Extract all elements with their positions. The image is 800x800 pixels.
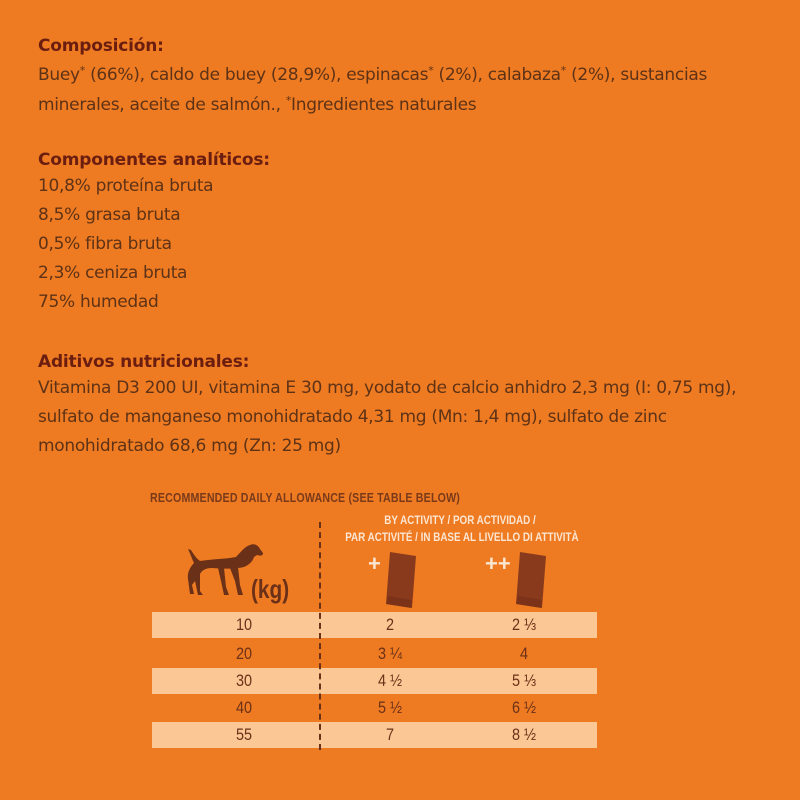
pouch-icon — [512, 550, 548, 610]
table-row — [152, 612, 597, 638]
analytical-section — [38, 150, 778, 317]
asterisk: * — [79, 64, 85, 77]
composition-section — [38, 36, 778, 118]
asterisk: * — [428, 64, 434, 77]
asterisk: * — [285, 94, 292, 107]
additives-line: monohidratado 68,6 mg (Zn: 25 mg) — [38, 436, 341, 456]
plusplus-cell: 8 ½ — [511, 725, 537, 744]
analytical-item: 2,3% ceniza bruta — [38, 263, 188, 283]
composition-line-1 — [38, 58, 778, 88]
plus-plus-symbol: ++ — [485, 551, 511, 576]
weight-unit-label: (kg) — [251, 574, 290, 604]
weight-cell: 30 — [235, 671, 253, 690]
text-segment: minerales, aceite de salmón., — [38, 95, 286, 115]
analytical-item: 0,5% fibra bruta — [38, 234, 172, 254]
text-segment: (2%), calabaza — [433, 65, 561, 85]
rda-title: RECOMMENDED DAILY ALLOWANCE (SEE TABLE BELOW) — [150, 490, 461, 505]
plus-cell: 5 ½ — [377, 698, 403, 717]
composition-heading: Composición: — [38, 36, 164, 56]
table-row — [152, 641, 597, 667]
asterisk: * — [560, 64, 566, 77]
plusplus-cell: 5 ⅓ — [511, 671, 537, 690]
additives-section — [38, 352, 778, 461]
composition-line-2 — [38, 88, 778, 118]
activity-label — [345, 512, 579, 546]
analytical-item: 10,8% proteína bruta — [38, 176, 214, 196]
text-segment: (66%), caldo de buey (28,9%), espinacas — [84, 65, 429, 85]
table-row — [152, 695, 597, 721]
weight-cell: 55 — [235, 725, 253, 744]
additives-line: Vitamina D3 200 UI, vitamina E 30 mg, yodato de calcio anhidro 2,3 mg (I: 0,75 mg), — [38, 378, 737, 398]
column-divider — [319, 522, 321, 750]
plusplus-cell: 4 — [519, 644, 529, 663]
text-segment: (2%), sustancias — [566, 65, 708, 85]
weight-cell: 10 — [235, 615, 253, 634]
activity-label-line-2: PAR ACTIVITÉ / IN BASE AL LIVELLO DI ATTIVITÀ — [345, 530, 579, 544]
additives-line: sulfato de manganeso monohidratado 4,31 mg (Mn: 1,4 mg), sulfato de zinc — [38, 407, 667, 427]
analytical-item: 8,5% grasa bruta — [38, 205, 181, 225]
pouch-icon — [382, 550, 418, 610]
plusplus-cell: 6 ½ — [511, 698, 537, 717]
plus-symbol: + — [368, 551, 381, 576]
table-row — [152, 722, 597, 748]
text-segment: Ingredientes naturales — [291, 95, 477, 115]
text-segment: Buey — [38, 65, 80, 85]
analytical-heading: Componentes analíticos: — [38, 150, 270, 170]
analytical-item: 75% humedad — [38, 292, 159, 312]
plusplus-cell: 2 ⅓ — [511, 615, 537, 634]
weight-cell: 20 — [235, 644, 253, 663]
plus-cell: 4 ½ — [377, 671, 403, 690]
table-row — [152, 668, 597, 694]
activity-label-line-1: BY ACTIVITY / POR ACTIVIDAD / — [384, 513, 536, 527]
additives-heading: Aditivos nutricionales: — [38, 352, 250, 372]
plus-cell: 3 ¼ — [377, 644, 403, 663]
plus-cell: 7 — [385, 725, 395, 744]
plus-cell: 2 — [385, 615, 395, 634]
weight-cell: 40 — [235, 698, 253, 717]
